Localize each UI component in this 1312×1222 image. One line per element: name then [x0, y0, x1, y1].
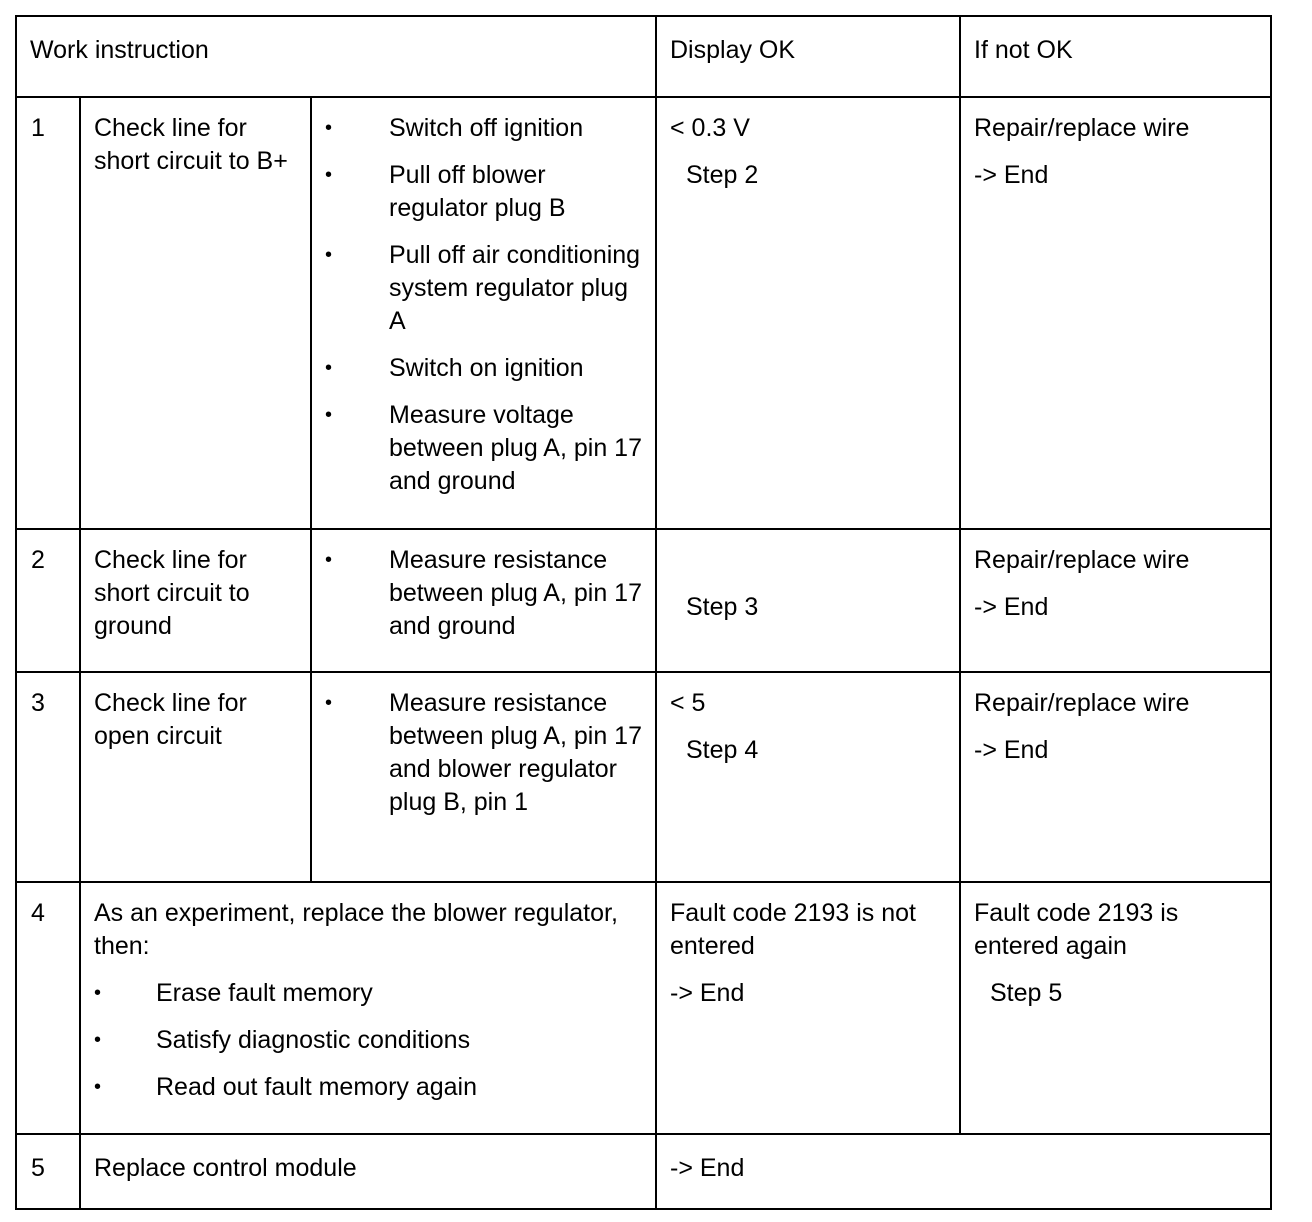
diagnostic-procedure-table	[15, 15, 1272, 1210]
if-not-ok-next: -> End	[974, 161, 1049, 189]
check-description: Check line for open circuit	[80, 672, 311, 882]
display-ok-next: Step 3	[686, 593, 759, 621]
step-number: 4	[16, 882, 80, 1134]
step-number: 3	[16, 672, 80, 882]
list-item: • Measure resistance between plug A, pin 17 and ground	[325, 546, 642, 640]
if-not-ok-action: Fault code 2193 is entered again	[974, 899, 1179, 960]
if-not-ok-next: Step 5	[990, 979, 1063, 1007]
display-ok-cell	[656, 529, 960, 672]
work-steps	[311, 97, 656, 529]
display-ok-value: < 5	[670, 689, 706, 717]
display-ok-next: Step 2	[686, 161, 759, 189]
work-steps	[311, 672, 656, 882]
bullet-icon: •	[325, 244, 333, 266]
display-ok-next: Step 4	[686, 736, 759, 764]
list-item: • Satisfy diagnostic conditions	[94, 1024, 642, 1057]
header-display-ok: Display OK	[656, 16, 960, 97]
list-item: • Measure resistance between plug A, pin 17 and blower regulator plug B, pin 1	[325, 689, 642, 816]
bullet-icon: •	[325, 357, 333, 379]
list-item: • Pull off blower regulator plug B	[325, 161, 566, 222]
header-if-not-ok: If not OK	[960, 16, 1271, 97]
step-number: 2	[16, 529, 80, 672]
bullet-icon: •	[94, 982, 102, 1004]
step-list	[325, 544, 642, 643]
bullet-icon: •	[325, 404, 333, 426]
list-item: • Switch on ignition	[325, 352, 642, 385]
bullet-icon: •	[94, 1029, 102, 1051]
step-list	[325, 112, 642, 498]
step-list	[94, 977, 642, 1104]
bullet-icon: •	[325, 549, 333, 571]
header-work-instruction: Work instruction	[16, 16, 656, 97]
list-item: • Erase fault memory	[94, 977, 642, 1010]
display-ok-cell	[656, 97, 960, 529]
work-instruction-cell: Replace control module	[80, 1134, 656, 1209]
check-description: Check line for short circuit to B+	[80, 97, 311, 529]
list-item: • Measure voltage between plug A, pin 17 and ground	[325, 401, 642, 495]
bullet-icon: •	[325, 692, 333, 714]
if-not-ok-action: Repair/replace wire	[974, 546, 1190, 574]
check-description: Check line for short circuit to ground	[80, 529, 311, 672]
if-not-ok-cell	[960, 672, 1271, 882]
if-not-ok-cell	[960, 529, 1271, 672]
bullet-icon: •	[94, 1076, 102, 1098]
list-item: • Pull off air conditioning system regulator plug A	[325, 241, 641, 335]
step-number: 1	[16, 97, 80, 529]
table-row	[16, 97, 1271, 529]
display-ok-value: < 0.3 V	[670, 114, 750, 142]
work-instruction-cell	[80, 882, 656, 1134]
bullet-icon: •	[325, 117, 333, 139]
display-ok-value: Fault code 2193 is not entered	[670, 899, 916, 960]
step-list	[325, 687, 642, 819]
table-row	[16, 672, 1271, 882]
table-row	[16, 529, 1271, 672]
display-ok-cell	[656, 672, 960, 882]
if-not-ok-action: Repair/replace wire	[974, 689, 1190, 717]
if-not-ok-next: -> End	[974, 593, 1049, 621]
list-item: • Switch off ignition	[325, 112, 642, 145]
if-not-ok-next: -> End	[974, 736, 1049, 764]
display-ok-cell: -> End	[656, 1134, 1271, 1209]
bullet-icon: •	[325, 164, 333, 186]
instruction-text: As an experiment, replace the blower regulator, then:	[94, 899, 618, 960]
table-row	[16, 1134, 1271, 1209]
table-row	[16, 882, 1271, 1134]
table-header-row	[16, 16, 1271, 97]
step-number: 5	[16, 1134, 80, 1209]
display-ok-cell	[656, 882, 960, 1134]
list-item: • Read out fault memory again	[94, 1071, 642, 1104]
if-not-ok-cell	[960, 882, 1271, 1134]
display-ok-next: -> End	[670, 979, 745, 1007]
if-not-ok-action: Repair/replace wire	[974, 114, 1190, 142]
work-steps	[311, 529, 656, 672]
if-not-ok-cell	[960, 97, 1271, 529]
